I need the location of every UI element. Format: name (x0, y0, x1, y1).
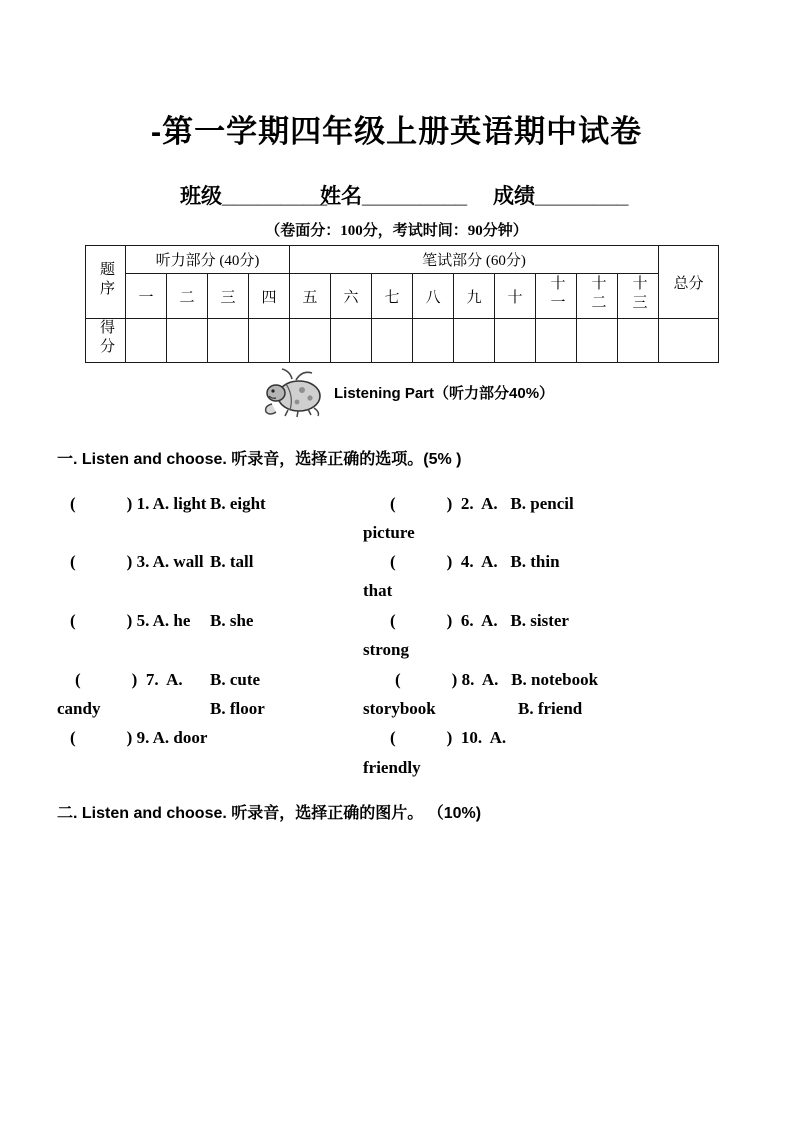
total-header-cell: 总分 (659, 246, 719, 319)
score-cell (577, 319, 618, 363)
column-header-cell: 一 (126, 274, 167, 319)
q2-answer-slot-and-options: ( ) 2. A. B. pencil (390, 494, 574, 513)
score-cell (167, 319, 208, 363)
q2-option-a-wrapped: picture (363, 523, 415, 542)
score-table (85, 245, 719, 363)
section-two-heading: 二. Listen and choose. 听录音，选择正确的图片。 （10%) (57, 805, 482, 822)
score-cell (495, 319, 536, 363)
score-cell (208, 319, 249, 363)
written-header-cell: 笔试部分 (60分) (290, 246, 659, 274)
column-header-cell: 三 (208, 274, 249, 319)
page-title: -第一学期四年级上册英语期中试卷 (150, 114, 643, 149)
q9-answer-slot-and-options: ( ) 9. A. door (70, 728, 208, 747)
score-cell (331, 319, 372, 363)
column-header-cell: 九 (454, 274, 495, 319)
q7-answer-slot-and-options: ( ) 7. A. (75, 670, 183, 689)
column-header-cell: 四 (249, 274, 290, 319)
score-cell (413, 319, 454, 363)
score-cell (536, 319, 577, 363)
q6-option-a-wrapped: strong (363, 640, 409, 659)
q1-answer-slot-and-options: ( ) 1. A. light (70, 494, 207, 513)
column-label: 十一 (548, 274, 565, 313)
q7-option-a-wrapped: candy (57, 699, 101, 718)
score-cell (372, 319, 413, 363)
column-header-cell (618, 274, 659, 319)
column-header-cell: 六 (331, 274, 372, 319)
section-one-heading: 一. Listen and choose. 听录音，选择正确的选项。(5% ) (57, 451, 462, 468)
score-cell (454, 319, 495, 363)
q8-option-a-wrapped: storybook (363, 699, 436, 718)
class-field (180, 180, 327, 210)
exam-note: （卷面分：100分，考试时间：90分钟） (265, 223, 528, 239)
listening-part-heading: Listening Part（听力部分40%） (334, 384, 555, 402)
q3-answer-slot-and-options: ( ) 3. A. wall (70, 552, 204, 571)
column-header-cell: 八 (413, 274, 454, 319)
column-label: 十三 (630, 274, 647, 313)
q6-answer-slot-and-options: ( ) 6. A. B. sister (390, 611, 569, 630)
score-cell (126, 319, 167, 363)
score-row-label: 得分 (98, 319, 114, 357)
q5-answer-slot-and-options: ( ) 5. A. he (70, 611, 191, 630)
column-label: 十二 (589, 274, 606, 313)
total-score-cell (659, 319, 719, 363)
column-header-cell (577, 274, 618, 319)
q7-option-b2: B. floor (210, 699, 265, 718)
q8-option-b2: B. friend (518, 699, 583, 718)
class-label: 班级 (180, 185, 222, 208)
score-cell (249, 319, 290, 363)
q4-answer-slot-and-options: ( ) 4. A. B. thin (390, 552, 560, 571)
score-row-label-cell (86, 319, 126, 363)
column-header-cell: 五 (290, 274, 331, 319)
class-blank: _________ (222, 185, 328, 208)
column-header-cell: 十 (495, 274, 536, 319)
q10-answer-slot-and-options: ( ) 10. A. (390, 728, 507, 747)
q4-option-a-wrapped: that (363, 581, 393, 600)
score-cell (290, 319, 331, 363)
q3-option-b: B. tall (210, 552, 254, 571)
score-label: 成绩 (493, 185, 535, 208)
bug-clipart-icon (262, 366, 328, 418)
corner-label: 题序 (98, 260, 114, 299)
column-header-cell: 七 (372, 274, 413, 319)
name-label: 姓名 (320, 185, 362, 208)
listening-header-cell: 听力部分 (40分) (126, 246, 290, 274)
name-field (320, 180, 467, 210)
name-blank: _________ (362, 185, 468, 208)
column-header-cell (536, 274, 577, 319)
score-table-corner (86, 246, 126, 319)
q8-answer-slot-and-options: ( ) 8. A. B. notebook (395, 670, 599, 689)
score-cell (618, 319, 659, 363)
score-blank: ________ (535, 185, 629, 208)
column-header-cell: 二 (167, 274, 208, 319)
listening-banner (262, 366, 554, 418)
q5-option-b: B. she (210, 611, 254, 630)
score-field (493, 180, 628, 210)
q1-option-b: B. eight (210, 494, 266, 513)
q7-option-b: B. cute (210, 670, 261, 689)
q10-option-a-wrapped: friendly (363, 758, 421, 777)
